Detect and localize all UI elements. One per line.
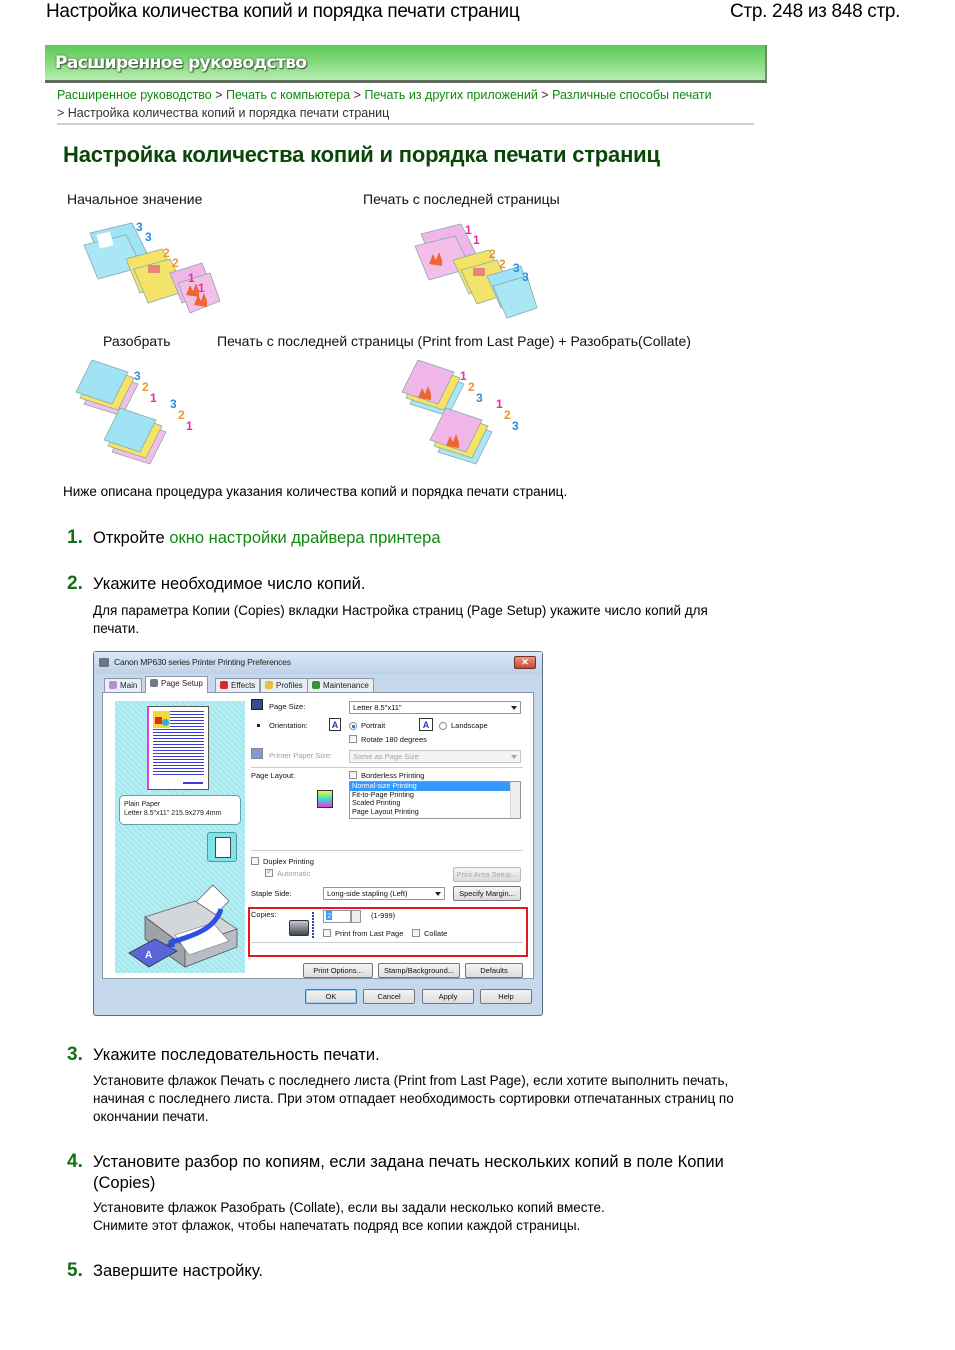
- svg-text:2: 2: [142, 380, 149, 394]
- svg-text:2: 2: [489, 247, 496, 261]
- dialog-title: Canon MP630 series Printer Printing Preferences: [114, 657, 291, 667]
- svg-text:2: 2: [172, 256, 179, 270]
- svg-text:1: 1: [460, 369, 467, 383]
- step-title: [93, 528, 743, 549]
- stacked-pages-default-illustration: [70, 215, 220, 325]
- svg-text:1: 1: [465, 223, 472, 237]
- svg-text:1: 1: [186, 419, 193, 433]
- ok-button[interactable]: OK: [305, 989, 357, 1004]
- effects-tab-icon: [220, 681, 228, 689]
- printer-paper-size-icon: [251, 748, 263, 759]
- collate-label: Collate: [424, 929, 448, 938]
- duplex-label: Duplex Printing: [263, 857, 314, 866]
- preview-image-icon: [153, 711, 170, 728]
- svg-text:3: 3: [476, 391, 483, 405]
- portrait-radio[interactable]: [349, 722, 357, 730]
- printer-preferences-dialog: [93, 651, 543, 1016]
- preview-document: [147, 706, 209, 790]
- maintenance-tab-icon: [312, 681, 320, 689]
- copies-input[interactable]: 2: [323, 910, 351, 923]
- landscape-label: Landscape: [451, 721, 488, 730]
- svg-text:2: 2: [504, 408, 511, 422]
- tab-profiles[interactable]: Profiles: [260, 678, 308, 692]
- banner-title: Расширенное руководство: [55, 53, 307, 73]
- step-title: Установите разбор по копиям, если задана печать нескольких копий в поле Копии (Copies): [93, 1153, 724, 1192]
- breadcrumb-separator: >: [541, 88, 549, 102]
- step-title: Завершите настройку.: [93, 1262, 263, 1280]
- bullet-icon: [257, 724, 260, 727]
- svg-text:3: 3: [136, 220, 143, 234]
- main-tab-icon: [109, 681, 117, 689]
- step-number: 2.: [67, 573, 83, 594]
- stamp-background-button[interactable]: Stamp/Background...: [378, 963, 460, 978]
- rotate-180-checkbox[interactable]: [349, 735, 357, 743]
- automatic-label: Automatic: [277, 869, 311, 878]
- tab-page-setup[interactable]: Page Setup: [145, 676, 208, 693]
- svg-text:3: 3: [512, 419, 519, 433]
- preview-paper-size: Letter 8.5"x11" 215.9x279.4mm: [124, 810, 222, 817]
- breadcrumb-divider: [57, 123, 754, 125]
- svg-text:2: 2: [163, 246, 170, 260]
- svg-text:A: A: [145, 950, 153, 961]
- page-size-icon: [251, 699, 263, 710]
- borderless-label: Borderless Printing: [361, 771, 425, 780]
- orientation-preview-icon: [207, 832, 237, 862]
- breadcrumb-link-advanced-guide[interactable]: Расширенное руководство: [57, 88, 212, 102]
- copies-label: Copies:: [251, 910, 277, 919]
- section-banner: [45, 45, 767, 83]
- stacked-pages-collate-illustration: [72, 360, 212, 470]
- step-number: 4.: [67, 1151, 83, 1172]
- step-body-line: Установите флажок Разобрать (Collate), если вы задали несколько копий вместе.: [93, 1200, 605, 1215]
- printer-icon: [99, 658, 109, 667]
- intro-text: Ниже описана процедура указания количества копий и порядка печати страниц.: [63, 484, 568, 499]
- page-layout-icon: [317, 790, 333, 808]
- svg-text:2: 2: [468, 380, 475, 394]
- step-title-text: Откройте: [93, 529, 170, 547]
- step-body: Установите флажок Печать с последнего листа (Print from Last Page), если хотите выполнить печать, начиная с последнего листа. При этом отпадает необходимость сортировки отпечатанных страниц по окончании печати.: [93, 1073, 734, 1124]
- print-area-setup-button[interactable]: Print Area Setup...: [453, 867, 521, 882]
- svg-text:1: 1: [198, 281, 205, 295]
- page-layout-label: Page Layout:: [251, 771, 296, 780]
- close-button[interactable]: ✕: [514, 656, 536, 669]
- page-size-select[interactable]: Letter 8.5"x11": [349, 701, 521, 714]
- orientation-label: Orientation:: [269, 721, 308, 730]
- caption-print-from-last: Печать с последней страницы: [363, 191, 560, 207]
- svg-text:3: 3: [513, 261, 520, 275]
- svg-text:1: 1: [496, 397, 503, 411]
- tab-maintenance[interactable]: Maintenance: [307, 678, 374, 692]
- svg-text:3: 3: [134, 369, 141, 383]
- specify-margin-button[interactable]: Specify Margin...: [453, 886, 521, 901]
- printer-illustration-icon: [125, 881, 243, 969]
- caption-last-plus-collate: Печать с последней страницы (Print from Last Page) + Разобрать(Collate): [217, 333, 691, 349]
- apply-button[interactable]: Apply: [422, 989, 474, 1004]
- printer-paper-size-select[interactable]: Same as Page Size: [349, 750, 521, 763]
- divider: [251, 767, 523, 768]
- divider: [251, 850, 523, 851]
- step-body: [93, 1199, 743, 1235]
- landscape-radio[interactable]: [439, 722, 447, 730]
- svg-text:3: 3: [522, 270, 529, 284]
- step-number: 5.: [67, 1260, 83, 1281]
- print-from-last-page-label: Print from Last Page: [335, 929, 404, 938]
- portrait-label: Portrait: [361, 721, 386, 730]
- layout-option[interactable]: Normal-size Printing: [350, 782, 520, 791]
- preview-media-type: Plain Paper: [124, 801, 161, 808]
- svg-text:1: 1: [188, 271, 195, 285]
- copies-highlight-box: [248, 907, 528, 957]
- rotate-180-label: Rotate 180 degrees: [361, 735, 427, 744]
- printer-driver-setup-link[interactable]: окно настройки драйвера принтера: [169, 529, 441, 547]
- breadcrumb-separator: >: [353, 88, 361, 102]
- breadcrumb-separator: >: [215, 88, 223, 102]
- step-number: 3.: [67, 1044, 83, 1065]
- printer-paper-size-label: Printer Paper Size:: [269, 751, 332, 760]
- stacked-pages-last-page-illustration: [403, 220, 538, 330]
- staple-side-select[interactable]: Long-side stapling (Left): [323, 887, 445, 900]
- automatic-checkbox[interactable]: [265, 869, 273, 877]
- layout-option[interactable]: Scaled Printing: [352, 798, 401, 807]
- layout-scrollbar[interactable]: [510, 782, 520, 818]
- dialog-titlebar: [94, 652, 542, 674]
- copies-range: (1-999): [371, 911, 396, 920]
- breadcrumb-link-printing-from-computer[interactable]: Печать с компьютера: [226, 88, 351, 102]
- landscape-orientation-icon: A: [419, 718, 433, 731]
- breadcrumb-link-print-methods[interactable]: Различные способы печати: [552, 88, 712, 102]
- step-body: Для параметра Копии (Copies) вкладки Настройка страниц (Page Setup) укажите число копий для печати.: [93, 603, 708, 636]
- svg-text:3: 3: [145, 230, 152, 244]
- svg-text:1: 1: [150, 391, 157, 405]
- page-header-title: Настройка количества копий и порядка печати страниц: [46, 1, 520, 22]
- tab-main[interactable]: Main: [104, 678, 142, 692]
- tab-effects[interactable]: Effects: [215, 678, 260, 692]
- svg-text:2: 2: [178, 408, 185, 422]
- svg-text:2: 2: [499, 257, 506, 271]
- portrait-orientation-icon: A: [329, 718, 341, 731]
- breadcrumb-link-other-apps[interactable]: Печать из других приложений: [364, 88, 538, 102]
- page-number: Стр. 248 из 848 стр.: [730, 1, 901, 22]
- defaults-button[interactable]: Defaults: [465, 963, 523, 978]
- breadcrumb: [57, 86, 757, 122]
- cancel-button[interactable]: Cancel: [363, 989, 415, 1004]
- svg-text:3: 3: [170, 397, 177, 411]
- page-header: [0, 0, 955, 30]
- profiles-tab-icon: [265, 681, 273, 689]
- step-title: Укажите последовательность печати.: [93, 1046, 380, 1064]
- caption-collate: Разобрать: [103, 333, 171, 349]
- preview-paper-info: [119, 795, 241, 825]
- page-size-label: Page Size:: [269, 702, 306, 711]
- step-title: Укажите необходимое число копий.: [93, 575, 366, 593]
- page-title: Настройка количества копий и порядка печати страниц: [63, 142, 660, 167]
- page-setup-tab-icon: [150, 679, 158, 687]
- step-number: 1.: [67, 527, 83, 548]
- breadcrumb-current: > Настройка количества копий и порядка печати страниц: [57, 106, 390, 120]
- page-setup-panel: [102, 692, 534, 979]
- print-options-button[interactable]: Print Options...: [303, 963, 373, 978]
- borderless-checkbox[interactable]: [349, 771, 357, 779]
- layout-option[interactable]: Page Layout Printing: [352, 806, 419, 816]
- help-button[interactable]: Help: [480, 989, 532, 1004]
- print-preview: [115, 701, 245, 973]
- stacked-pages-last-collate-illustration: [398, 360, 538, 470]
- duplex-checkbox[interactable]: [251, 857, 259, 865]
- step-body-line: Снимите этот флажок, чтобы напечатать подряд все копии каждой страницы.: [93, 1218, 581, 1233]
- svg-text:1: 1: [473, 233, 480, 247]
- caption-default: Начальное значение: [67, 191, 203, 207]
- layout-option[interactable]: Fit-to-Page Printing: [352, 789, 414, 799]
- staple-side-label: Staple Side:: [251, 889, 292, 898]
- page-layout-listbox[interactable]: [349, 781, 521, 819]
